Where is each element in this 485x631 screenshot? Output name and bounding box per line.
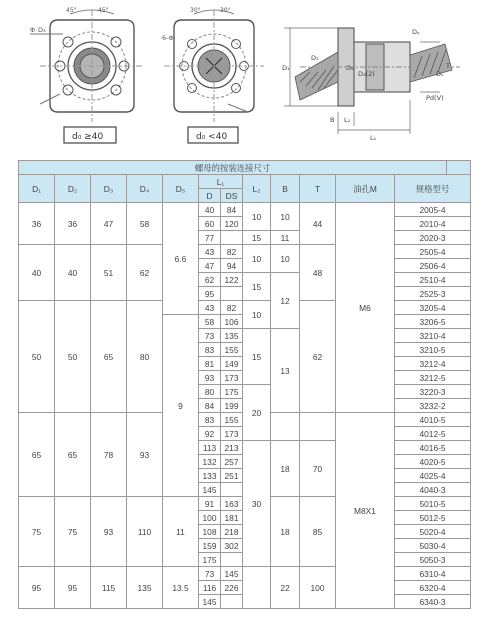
cell-l1-d: 83 [199, 343, 221, 357]
cell-t: 100 [300, 567, 336, 609]
cell-l1-d: 81 [199, 357, 221, 371]
header-l2: L₂ [243, 175, 271, 203]
cell-d2: 36 [55, 203, 91, 245]
cell-l1-d: 47 [199, 259, 221, 273]
cell-oil-hole: M8X1 [336, 413, 395, 609]
cell-d1: 40 [19, 245, 55, 301]
cell-d1: 65 [19, 413, 55, 497]
cell-l1-ds: 226 [221, 581, 243, 595]
cell-l1-d: 159 [199, 539, 221, 553]
cell-d3: 47 [91, 203, 127, 245]
cell-l1-d: 58 [199, 315, 221, 329]
table-row [19, 203, 471, 217]
header-model: 规格型号 [395, 175, 471, 203]
cell-b-blank [271, 413, 300, 441]
cell-model: 2505-4 [395, 245, 471, 259]
nut-mounting-dimensions-table [18, 160, 471, 609]
cell-l2: 15 [243, 231, 271, 245]
cell-model: 6320-4 [395, 581, 471, 595]
cell-l2: 15 [243, 329, 271, 385]
cell-l1-ds: 163 [221, 497, 243, 511]
cell-l1-ds [221, 231, 243, 245]
cell-b: 18 [271, 497, 300, 567]
cell-l1-d: 132 [199, 455, 221, 469]
cell-t: 70 [300, 441, 336, 497]
cell-l1-ds: 155 [221, 343, 243, 357]
cell-l1-ds: 84 [221, 203, 243, 217]
cell-l1-d: 95 [199, 287, 221, 301]
cell-l1-d: 73 [199, 567, 221, 581]
cell-oil-hole: M6 [336, 203, 395, 413]
header-d1: D₁ [19, 175, 55, 203]
cell-l1-ds: 149 [221, 357, 243, 371]
cell-model: 4020-5 [395, 455, 471, 469]
cell-l1-ds: 257 [221, 455, 243, 469]
cell-l1-d: 62 [199, 273, 221, 287]
side-label-t: T [446, 62, 450, 70]
cell-l1-d: 145 [199, 595, 221, 609]
cell-l1-d: 43 [199, 301, 221, 315]
left-caption-box [64, 127, 116, 143]
cell-l1-ds: 251 [221, 469, 243, 483]
cell-l2: 10 [243, 203, 271, 231]
cell-d2: 75 [55, 497, 91, 567]
header-d4: D₄ [127, 175, 163, 203]
cell-l1-d: 175 [199, 553, 221, 567]
cell-model: 3206-5 [395, 315, 471, 329]
cell-l1-d: 60 [199, 217, 221, 231]
left-phi-callout: Φ [30, 26, 36, 34]
cell-model: 4010-5 [395, 413, 471, 427]
cell-l1-ds: 155 [221, 413, 243, 427]
cell-model: 5012-5 [395, 511, 471, 525]
cell-d4: 135 [127, 567, 163, 609]
cell-model: 2010-4 [395, 217, 471, 231]
cell-d2: 50 [55, 301, 91, 413]
cell-l2: 20 [243, 385, 271, 441]
left-angle-b: 45° [98, 7, 109, 14]
cell-b: 12 [271, 273, 300, 329]
cell-d4: 58 [127, 203, 163, 245]
technical-drawings [0, 0, 485, 150]
side-label-d1: D₁ [282, 64, 290, 72]
cell-l1-d: 83 [199, 413, 221, 427]
side-label-l1: L₁ [370, 134, 377, 142]
side-label-dp: Dₚ [412, 28, 420, 36]
cell-l1-d: 80 [199, 385, 221, 399]
cell-t: 48 [300, 245, 336, 301]
cell-model: 2510-4 [395, 273, 471, 287]
cell-model: 5050-3 [395, 553, 471, 567]
cell-t: 62 [300, 301, 336, 413]
cell-d5: 6.6 [163, 203, 199, 315]
mid-angle-a: 30° [190, 7, 201, 14]
header-spare [447, 161, 471, 175]
cell-l1-d: 40 [199, 203, 221, 217]
cell-t: 44 [300, 203, 336, 245]
table-row [19, 301, 471, 315]
cell-model: 3220-3 [395, 385, 471, 399]
cell-l1-ds: 120 [221, 217, 243, 231]
cell-l1-ds: 106 [221, 315, 243, 329]
cell-l1-ds: 173 [221, 371, 243, 385]
cell-l1-ds [221, 553, 243, 567]
cell-model: 3210-4 [395, 329, 471, 343]
cell-model: 4012-5 [395, 427, 471, 441]
cell-l1-d: 113 [199, 441, 221, 455]
cell-l2: 10 [243, 301, 271, 329]
cell-model: 4016-5 [395, 441, 471, 455]
cell-l1-ds: 94 [221, 259, 243, 273]
mid-hole-callout: 6-Φ [162, 34, 174, 42]
cell-d3: 78 [91, 413, 127, 497]
cell-l1-ds [221, 595, 243, 609]
cell-model: 4025-4 [395, 469, 471, 483]
cell-l1-d: 93 [199, 371, 221, 385]
cell-t-blank [300, 413, 336, 441]
header-t: T [300, 175, 336, 203]
cell-l1-ds: 199 [221, 399, 243, 413]
flange-view-small-bore [164, 10, 264, 122]
cell-l1-d: 91 [199, 497, 221, 511]
cell-l1-ds: 181 [221, 511, 243, 525]
cell-d4: 62 [127, 245, 163, 301]
mid-caption: d₀ <40 [196, 132, 228, 142]
left-angle-a: 45° [66, 7, 77, 14]
cell-d3: 93 [91, 497, 127, 567]
cell-model: 2005-4 [395, 203, 471, 217]
cell-b: 11 [271, 231, 300, 245]
cell-model: 4040-3 [395, 483, 471, 497]
cell-d5: 13.5 [163, 567, 199, 609]
cell-l1-ds: 302 [221, 539, 243, 553]
cell-model: 3210-5 [395, 343, 471, 357]
cell-d4: 110 [127, 497, 163, 567]
cell-model: 3212-4 [395, 357, 471, 371]
cell-l1-d: 100 [199, 511, 221, 525]
side-label-pdv: Pd(V) [426, 94, 444, 102]
cell-l1-ds: 82 [221, 301, 243, 315]
cell-l1-ds: 122 [221, 273, 243, 287]
table-row [19, 567, 471, 581]
header-l1-ds: DS [221, 189, 243, 203]
left-caption: d₀ ≥40 [72, 132, 104, 142]
header-b: B [271, 175, 300, 203]
cell-b: 13 [271, 329, 300, 413]
cell-l1-d: 43 [199, 245, 221, 259]
cell-d4: 93 [127, 413, 163, 497]
side-label-l2: L₂ [344, 116, 351, 124]
cell-b: 18 [271, 441, 300, 497]
mid-angle-b: 30° [220, 7, 231, 14]
cell-d1: 50 [19, 301, 55, 413]
header-l1-d: D [199, 189, 221, 203]
cell-model: 6310-4 [395, 567, 471, 581]
cell-model: 5010-5 [395, 497, 471, 511]
cell-d1: 75 [19, 497, 55, 567]
header-d2: D₂ [55, 175, 91, 203]
table-row [19, 245, 471, 259]
cell-model: 2506-4 [395, 259, 471, 273]
cell-d3: 51 [91, 245, 127, 301]
cell-l2: 30 [243, 441, 271, 567]
cell-l1-ds: 135 [221, 329, 243, 343]
cell-l1-d: 77 [199, 231, 221, 245]
side-label-center: D₂(2) [358, 70, 375, 78]
cell-l1-d: 133 [199, 469, 221, 483]
cell-b: 10 [271, 245, 300, 273]
cell-l1-d: 84 [199, 399, 221, 413]
header-l1: L₁ [199, 175, 243, 189]
cell-d3: 115 [91, 567, 127, 609]
cell-d1: 36 [19, 203, 55, 245]
cell-l1-ds [221, 287, 243, 301]
cell-model: 3212-5 [395, 371, 471, 385]
cell-l1-ds: 213 [221, 441, 243, 455]
cell-d2: 65 [55, 413, 91, 497]
cell-d2: 40 [55, 245, 91, 301]
cell-model: 3232-2 [395, 399, 471, 413]
side-label-b: B [330, 116, 335, 124]
cell-model: 2020-3 [395, 231, 471, 245]
table-title: 螺母的按装连接尺寸 [19, 161, 447, 175]
cell-model: 2525-3 [395, 287, 471, 301]
cell-l1-ds: 145 [221, 567, 243, 581]
flange-view-large-bore [30, 10, 144, 122]
mid-caption-box [188, 127, 238, 143]
cell-d2: 95 [55, 567, 91, 609]
header-d3: D₃ [91, 175, 127, 203]
cell-l2-blank [243, 567, 271, 609]
cell-l1-d: 73 [199, 329, 221, 343]
cell-d5: 11 [163, 497, 199, 567]
cell-d1: 95 [19, 567, 55, 609]
cell-l1-ds [221, 483, 243, 497]
header-d5: D₅ [163, 175, 199, 203]
cell-d3: 65 [91, 301, 127, 413]
side-label-d6: D₆ [346, 64, 354, 72]
header-oil-hole: 油孔M [336, 175, 395, 203]
cell-l1-d: 145 [199, 483, 221, 497]
left-d3-callout: D₃ [38, 26, 46, 34]
cell-model: 5030-4 [395, 539, 471, 553]
cell-d5: 9 [163, 315, 199, 497]
cell-t: 85 [300, 497, 336, 567]
cell-l2: 10 [243, 245, 271, 273]
cell-b: 22 [271, 567, 300, 609]
cell-b: 10 [271, 203, 300, 231]
cell-l1-ds: 82 [221, 245, 243, 259]
cell-model: 5020-4 [395, 525, 471, 539]
side-label-ds: Dₛ [436, 70, 444, 78]
cell-l1-d: 92 [199, 427, 221, 441]
cell-model: 3205-4 [395, 301, 471, 315]
cell-l2: 15 [243, 273, 271, 301]
cell-l1-ds: 175 [221, 385, 243, 399]
side-label-d5: D₅ [311, 54, 319, 62]
cell-model: 6340-3 [395, 595, 471, 609]
cell-l1-d: 116 [199, 581, 221, 595]
cell-l1-ds: 218 [221, 525, 243, 539]
cell-l1-ds: 173 [221, 427, 243, 441]
cell-d4: 80 [127, 301, 163, 413]
cell-l1-d: 108 [199, 525, 221, 539]
